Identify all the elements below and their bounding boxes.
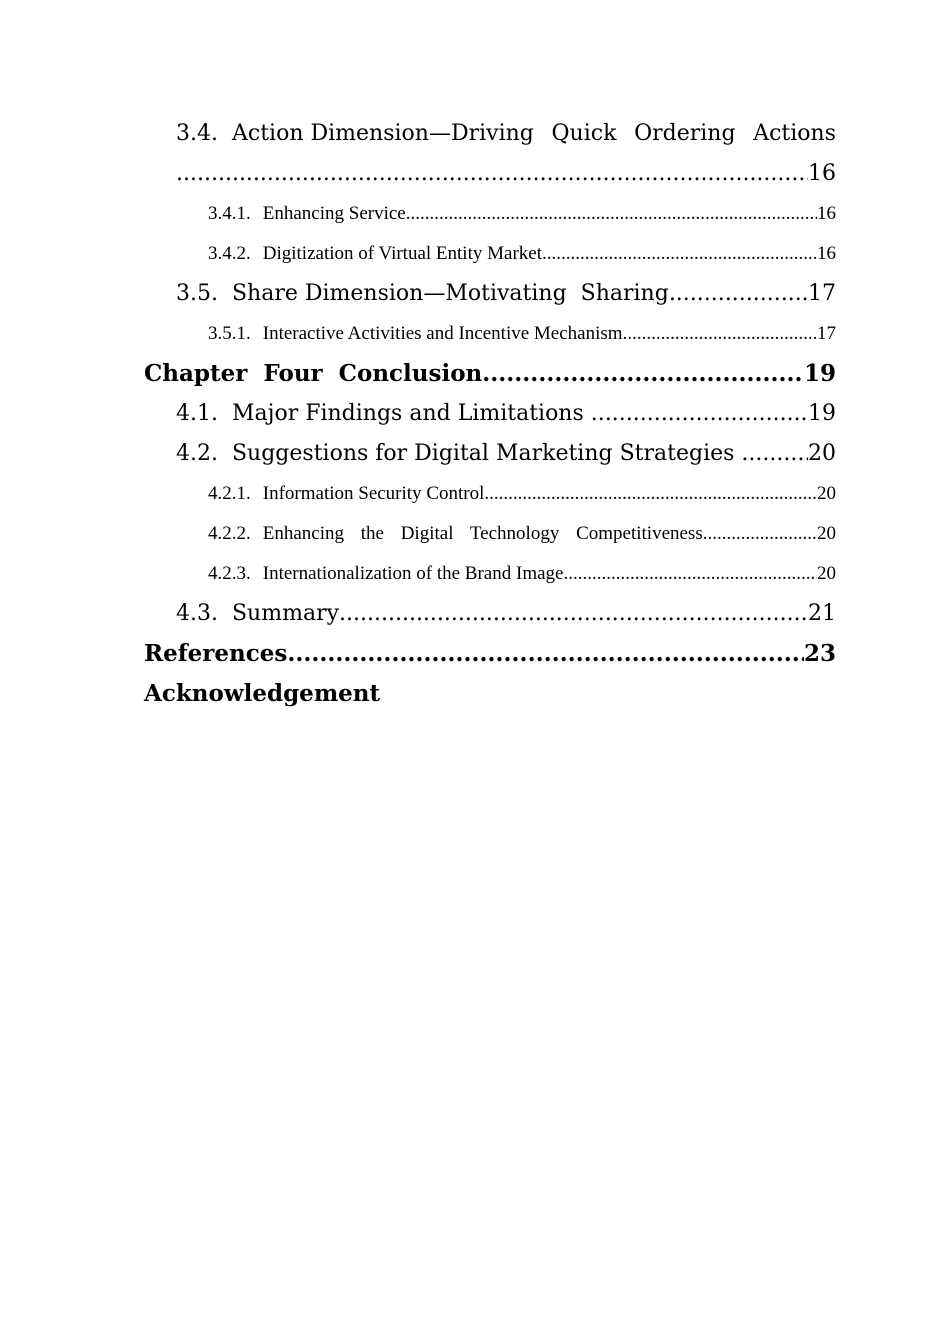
toc-leader-dots <box>406 194 817 234</box>
toc-entry-number: 3.4.2. <box>208 243 251 264</box>
toc-entry-page: 19 <box>803 360 836 387</box>
toc-entry-page: 20 <box>817 563 836 584</box>
toc-entry-page: 17 <box>808 281 836 306</box>
toc-entry-title: Information Security Control <box>262 483 485 504</box>
toc-entry-references[interactable] <box>144 634 836 674</box>
toc-entry-4-3[interactable] <box>176 594 836 634</box>
toc-entry-4-1[interactable] <box>176 394 836 434</box>
toc-entry-title: Enhancing Service <box>262 203 406 224</box>
toc-leader-dots <box>741 434 808 474</box>
toc-leader-dots <box>339 594 808 634</box>
toc-entry-title: Interactive Activities and Incentive Mechanism <box>262 323 623 344</box>
toc-entry-4-2[interactable] <box>176 434 836 474</box>
toc-leader-dots <box>703 514 817 554</box>
toc-entry-title: Share Dimension—Motivating Sharing <box>231 281 669 306</box>
toc-leader-dots <box>542 234 817 274</box>
toc-entry-page: 20 <box>817 523 836 544</box>
toc-entry-title: Summary <box>231 601 340 626</box>
toc-entry-3-5[interactable] <box>176 274 836 314</box>
toc-entry-page: 20 <box>808 441 836 466</box>
toc-entry-4-2-1[interactable] <box>208 474 836 514</box>
toc-leader-dots <box>669 274 808 314</box>
toc-entry-title: Enhancing the Digital Technology Competitiveness <box>262 523 703 544</box>
toc-entry-page: 16 <box>817 243 836 264</box>
toc-entry-4-2-3[interactable] <box>208 554 836 594</box>
toc-entry-number: 4.3. <box>176 601 218 626</box>
toc-entry-chapter-four[interactable] <box>144 354 836 394</box>
toc-entry-number: 4.1. <box>176 401 218 426</box>
toc-entry-title: Suggestions for Digital Marketing Strategies <box>231 441 742 466</box>
toc-entry-3-4-2[interactable] <box>208 234 836 274</box>
toc-leader-dots <box>176 154 808 194</box>
toc-entry-title: Digitization of Virtual Entity Market <box>262 243 542 264</box>
toc-entry-number: 4.2.1. <box>208 483 251 504</box>
toc-entry-page: 16 <box>817 203 836 224</box>
toc-entry-number: 3.4. <box>176 121 218 146</box>
toc-entry-title: References <box>144 640 288 667</box>
toc-entry-3-4-1[interactable] <box>208 194 836 234</box>
toc-entry-page: 21 <box>808 601 836 626</box>
toc-entry-page: 20 <box>817 483 836 504</box>
toc-leader-dots <box>591 394 808 434</box>
toc-entry-title: Internationalization of the Brand Image <box>262 563 564 584</box>
toc-entry-title: Chapter Four Conclusion <box>144 360 483 387</box>
toc-entry-page: 17 <box>817 323 836 344</box>
toc-leader-dots <box>563 554 817 594</box>
toc-entry-title: Acknowledgement <box>144 680 381 707</box>
toc-entry-3-5-1[interactable] <box>208 314 836 354</box>
toc-entry-4-2-2[interactable] <box>208 514 836 554</box>
toc-entry-number: 4.2. <box>176 441 218 466</box>
toc-entry-number: 4.2.2. <box>208 523 251 544</box>
toc-entry-3-4-line-1[interactable] <box>176 114 836 154</box>
toc-entry-title: Major Findings and Limitations <box>231 401 591 426</box>
toc-leader-dots <box>484 474 817 514</box>
toc-entry-page: 16 <box>808 161 836 186</box>
toc-entry-number: 3.4.1. <box>208 203 251 224</box>
toc-leader-dots <box>287 634 804 674</box>
toc-entry-page: 23 <box>803 640 836 667</box>
toc-leader-dots <box>623 314 817 354</box>
toc-entry-page: 19 <box>808 401 836 426</box>
toc-entry-title: Action Dimension—Driving Quick Ordering Actions <box>231 121 836 146</box>
toc-entry-3-4-line-2[interactable] <box>176 154 836 194</box>
toc-leader-dots <box>482 354 804 394</box>
toc-entry-number: 4.2.3. <box>208 563 251 584</box>
toc-entry-acknowledgement[interactable] <box>144 674 836 714</box>
toc-entry-number: 3.5.1. <box>208 323 251 344</box>
toc-entry-number: 3.5. <box>176 281 218 306</box>
